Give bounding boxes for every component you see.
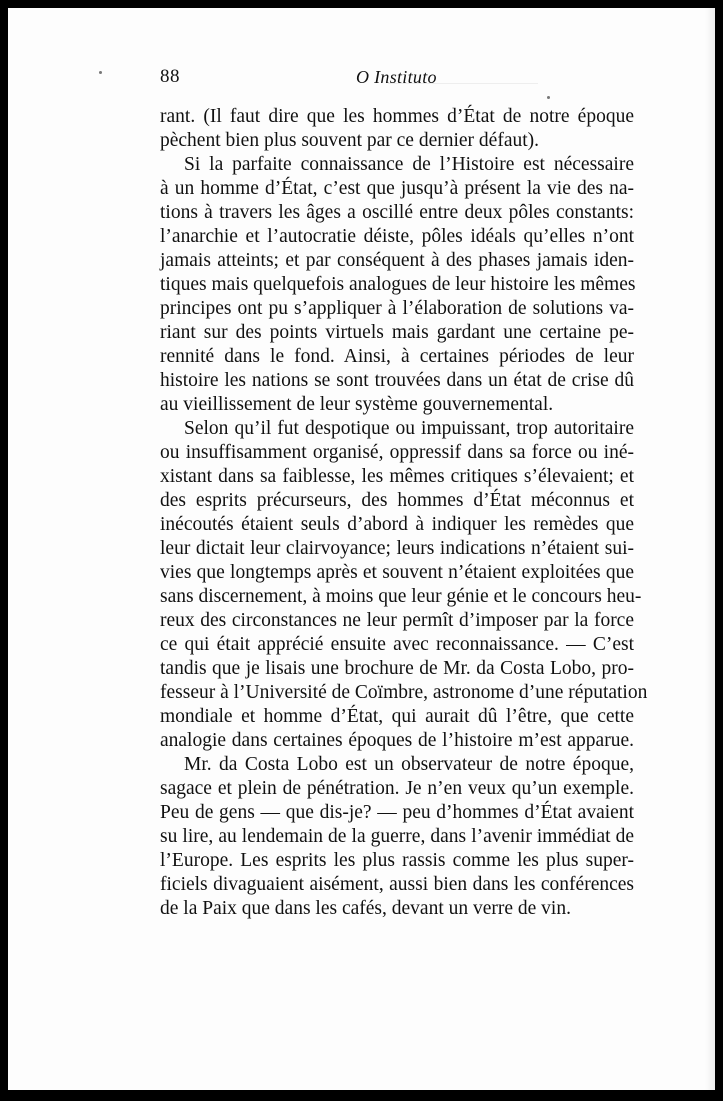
text-line: à un homme d’État, c’est que jusqu’à présent la vie des na-	[160, 178, 634, 199]
text-line: Si la parfaite connaissance de l’Histoire est nécessaire	[184, 154, 634, 175]
text-line: tandis que je lisais une brochure de Mr. da Costa Lobo, pro-	[160, 658, 634, 679]
page-edge-shadow	[705, 8, 715, 1090]
text-line: Mr. da Costa Lobo est un observateur de notre époque,	[184, 754, 634, 775]
running-title: O Instituto	[356, 67, 437, 87]
text-line: riant sur des points virtuels mais gardant une certaine pe-	[160, 322, 634, 343]
text-line: histoire les nations se sont trouvées dans un état de crise dû	[160, 370, 634, 391]
page-header	[160, 66, 634, 94]
text-line: mondiale et homme d’État, qui aurait dû l’être, que cette	[160, 706, 634, 727]
text-line: su lire, au lendemain de la guerre, dans l’avenir immédiat de	[160, 826, 634, 847]
text-line: tiques mais quelquefois analogues de leur histoire les mêmes	[160, 274, 636, 295]
text-line: ficiels divaguaient aisément, aussi bien dans les conférences	[160, 874, 634, 895]
text-line: reux des circonstances ne leur permît d’imposer par la force	[160, 610, 634, 631]
text-line: ce qui était apprécié ensuite avec reconnaissance. — C’est	[160, 634, 634, 655]
text-line: tions à travers les âges a oscillé entre deux pôles constants:	[160, 202, 634, 223]
text-line: xistant dans sa faiblesse, les mêmes critiques s’élevaient; et	[160, 466, 634, 487]
text-line: sans discernement, à moins que leur génie et le concours heu-	[160, 586, 642, 607]
text-line: ou insuffisamment organisé, oppressif dans sa force ou iné-	[160, 442, 634, 463]
text-line: sagace et plein de pénétration. Je n’en veux qu’un exemple.	[160, 778, 634, 799]
text-line: vies que longtemps après et souvent n’étaient exploitées que	[160, 562, 634, 583]
text-line: l’anarchie et l’autocratie déiste, pôles idéals qu’elles n’ont	[160, 226, 634, 247]
text-line: jamais atteints; et par conséquent à des phases jamais iden-	[160, 250, 634, 271]
text-line: des esprits précurseurs, des hommes d’État méconnus et	[160, 490, 634, 511]
text-line: Peu de gens — que dis-je? — peu d’hommes d’État avaient	[160, 802, 634, 823]
page-number: 88	[160, 66, 180, 87]
text-line: au vieillissement de leur système gouvernemental.	[160, 394, 554, 415]
text-line: leur dictait leur clairvoyance; leurs indications n’étaient sui-	[160, 538, 634, 559]
text-line: de la Paix que dans les cafés, devant un verre de vin.	[160, 898, 571, 919]
text-line: l’Europe. Les esprits les plus rassis comme les plus super-	[160, 850, 634, 871]
text-line: inécoutés étaient seuls d’abord à indiquer les remèdes que	[160, 514, 634, 535]
text-line: pèchent bien plus souvent par ce dernier défaut).	[160, 130, 540, 151]
document-page	[8, 8, 715, 1090]
text-line: Selon qu’il fut despotique ou impuissant, trop autoritaire	[184, 418, 634, 439]
text-line: rant. (Il faut dire que les hommes d’État de notre époque	[160, 106, 634, 127]
text-line: rennité dans le fond. Ainsi, à certaines périodes de leur	[160, 346, 634, 367]
text-line: principes ont pu s’appliquer à l’élaboration de solutions va-	[160, 298, 634, 319]
text-line: analogie dans certaines époques de l’histoire m’est apparue.	[160, 730, 634, 751]
text-line: fesseur à l’Université de Coïmbre, astronome d’une réputation	[160, 682, 648, 703]
stray-mark	[99, 71, 102, 74]
stray-mark	[547, 96, 550, 99]
